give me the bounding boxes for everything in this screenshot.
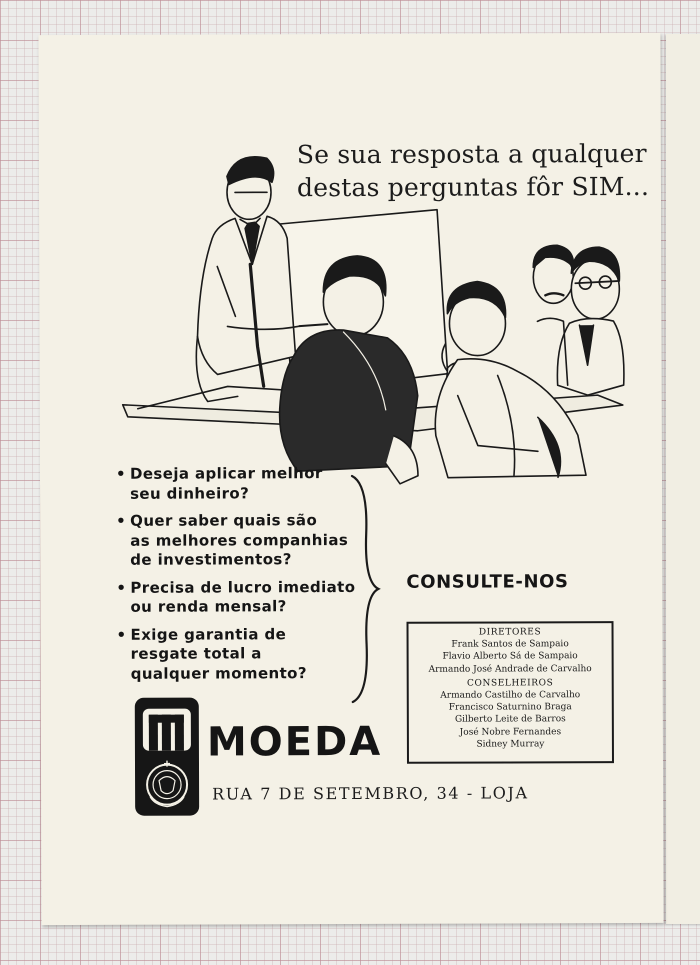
director-name: Frank Santos de Sampaio [451,639,569,650]
counselor-name: Gilberto Leite de Barros [454,714,566,726]
question-line: resgate total a [130,644,262,663]
question-line: qualquer momento? [130,663,308,683]
director-name: Flavio Alberto Sá de Sampaio [442,651,578,663]
question-item [116,577,366,617]
question-line: Precisa de lucro imediato [130,577,356,597]
meeting-illustration [117,145,626,487]
curly-brace [348,474,383,704]
question-line: Quer saber quais são [130,511,318,530]
moeda-logo-icon [134,697,200,817]
counselor-name: Armando Castilho de Carvalho [440,690,581,701]
question-item [116,511,366,570]
counselors-heading: CONSELHEIROS [467,678,554,689]
directors-heading: DIRETORES [478,627,542,638]
bullet-icon: • [116,511,127,530]
question-line: Exige garantia de [130,624,287,644]
bullet-icon: • [116,625,127,644]
counselor-name: Francisco Saturnino Braga [448,702,572,713]
brand-name: MOEDA [206,718,383,766]
question-item [116,464,366,504]
counselor-name: José Nobre Fernandes [459,726,562,738]
bullet-icon: • [115,464,127,483]
adjacent-page-edge [666,34,700,924]
brand-address: RUA 7 DE SETEMBRO, 34 - LOJA [212,783,529,804]
question-item [117,624,367,683]
director-name: Armando José Andrade de Carvalho [428,663,592,675]
board-box [406,621,613,764]
question-line: Deseja aplicar melhor [129,464,323,483]
question-line: de investimentos? [130,550,292,569]
questions-list [116,464,367,692]
bullet-icon: • [116,578,127,597]
counselor-name: Sidney Murray [476,739,545,750]
call-to-action: CONSULTE-NOS [406,571,569,593]
question-line: seu dinheiro? [130,483,250,503]
advertisement-page [38,33,663,925]
question-line: ou renda mensal? [130,597,287,616]
headline-line-2: destas perguntas fôr SIM... [296,171,650,203]
question-line: as melhores companhias [130,530,349,550]
headline-line-1: Se sua resposta a qualquer [296,138,647,170]
